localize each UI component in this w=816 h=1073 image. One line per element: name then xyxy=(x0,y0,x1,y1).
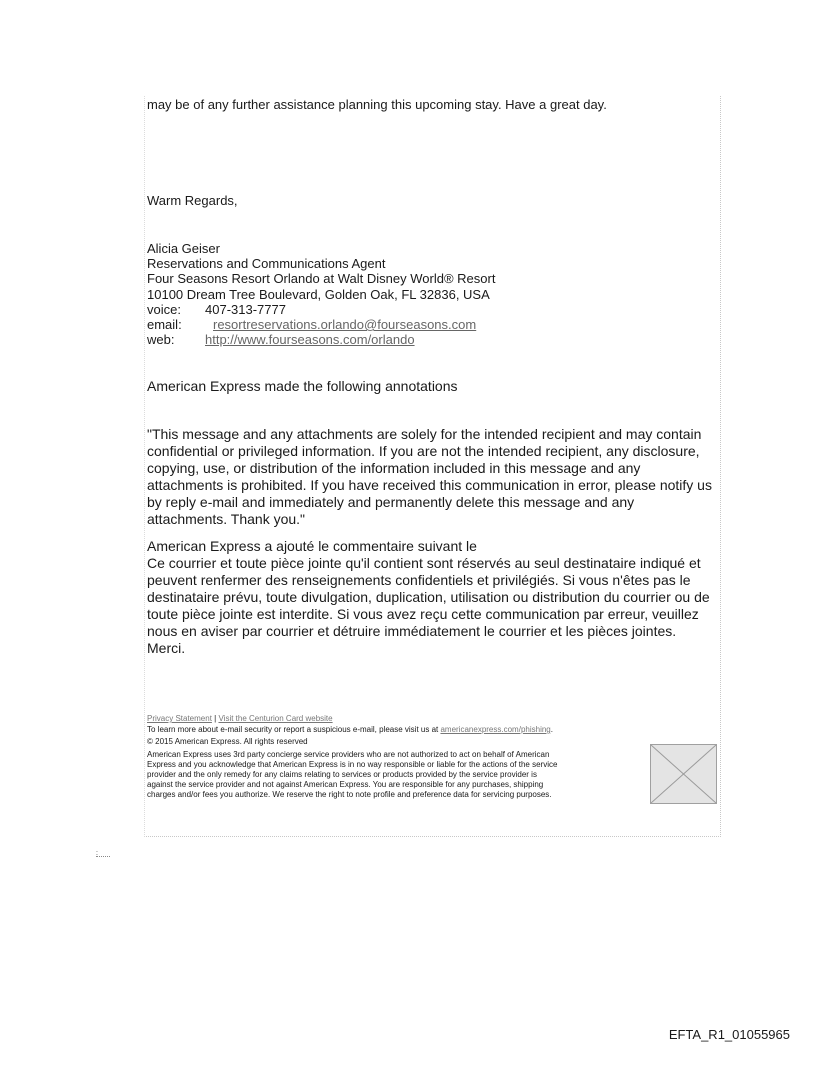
security-text: To learn more about e-mail security or report a suspicious e-mail, please visit us at xyxy=(147,725,439,734)
privacy-statement-link[interactable]: Privacy Statement xyxy=(147,714,212,723)
english-notice: "This message and any attachments are solely for the intended recipient and may contain confidential or privileged information. If you are not the intended recipient, any disclosure, copying, use, or distribution of the information included in this message and any attachments is prohibited. If you have received this communication in error, please notify us by reply e-mail and immediately and permanently delete this message and any attachments. Thank you." xyxy=(147,426,712,527)
phishing-link[interactable]: americanexpress.com/phishing xyxy=(440,725,551,734)
voice-label: voice: xyxy=(147,302,181,317)
email-link[interactable]: resortreservations.orlando@fourseasons.com xyxy=(213,317,477,332)
security-line xyxy=(147,725,553,735)
disclaimer-line: provider and the only remedy for any claims relating to services or products provided by the service provider is xyxy=(147,770,537,779)
voice-row xyxy=(147,302,286,317)
signature-company: Four Seasons Resort Orlando at Walt Disney World® Resort xyxy=(147,271,496,286)
email-row xyxy=(147,317,476,332)
annotation-heading: American Express made the following annotations xyxy=(147,378,458,394)
security-period: . xyxy=(550,725,553,734)
voice-value: 407-313-7777 xyxy=(205,302,286,317)
disclaimer-line: Express and you acknowledge that American Express is in no way responsible or liable for the actions of the service xyxy=(147,760,558,769)
intro-line: may be of any further assistance planning this upcoming stay. Have a great day. xyxy=(147,97,607,112)
disclaimer xyxy=(147,750,652,800)
disclaimer-line: against the service provider and not against American Express. You are responsible for any purchases, shipping xyxy=(147,780,544,789)
web-link[interactable]: http://www.fourseasons.com/orlando xyxy=(205,332,415,347)
disclaimer-line: American Express uses 3rd party concierge service providers who are not authorized to act on behalf of American xyxy=(147,750,550,759)
signature-title: Reservations and Communications Agent xyxy=(147,256,386,271)
disclaimer-line: charges and/or fees you authorize. We reserve the right to note profile and preference data for servicing purposes. xyxy=(147,790,552,799)
copyright: © 2015 American Express. All rights reserved xyxy=(147,737,308,746)
web-label: web: xyxy=(147,332,175,347)
fineprint-links xyxy=(147,714,333,724)
french-notice: Ce courrier et toute pièce jointe qu'il contient sont réservés au seul destinataire indiqué et peuvent renfermer des renseignements confidentiels et privilégiés. Si vous n'êtes pas le destinataire prévu, toute divulgation, duplication, utilisation ou distribution du courrier ou de toute pièce jointe est interdite. Si vous avez reçu cette communication par erreur, veuillez nous en aviser par courrier et détruire immédiatement le courrier et les pièces jointes. Merci. xyxy=(147,555,710,656)
missing-image-placeholder xyxy=(650,744,717,804)
link-separator: | xyxy=(214,714,217,723)
signature-address: 10100 Dream Tree Boulevard, Golden Oak, FL 32836, USA xyxy=(147,287,490,302)
document-id: EFTA_R1_01055965 xyxy=(668,1027,790,1042)
margin-mark: : xyxy=(96,850,110,857)
signature-name: Alicia Geiser xyxy=(147,241,220,256)
email-label: email: xyxy=(147,317,182,332)
french-heading: American Express a ajouté le commentaire suivant le xyxy=(147,538,477,554)
centurion-card-link[interactable]: Visit the Centurion Card website xyxy=(218,714,333,723)
closing: Warm Regards, xyxy=(147,193,238,208)
web-row xyxy=(147,332,415,347)
broken-image-icon xyxy=(651,745,716,803)
